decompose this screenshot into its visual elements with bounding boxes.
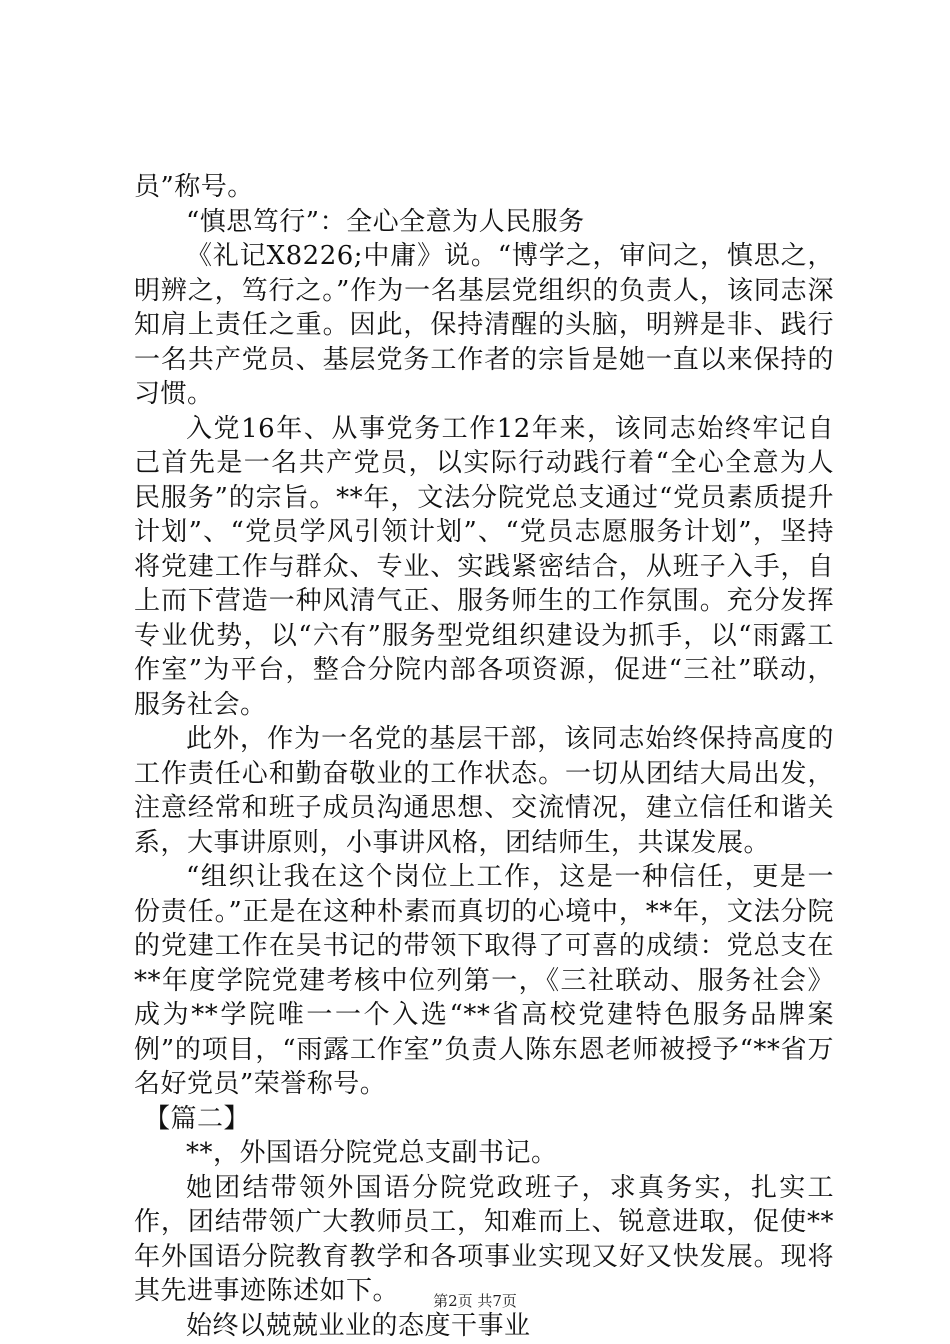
section-heading-shensi-duxing: “慎思笃行”：全心全意为人民服务 [186, 206, 585, 237]
paragraph-team-leadership: 她团结带领外国语分院党政班子，求真务实，扎实工作，团结带领广大教师员工，知难而上、锐意进取，促使**年外国语分院教育教学和各项事业实现又好又快发展。现将其先进事迹陈述如下。 [134, 1172, 834, 1306]
paragraph-achievements: “组织让我在这个岗位上工作，这是一种信任，更是一份责任。”正是在这种朴素而真切的心境中，**年，文法分院的党建工作在吴书记的带领下取得了可喜的成绩：党总支在**年度学院党建考核中位列第一，《三社联动、服务社会》成为**学院唯一一个入选“**省高校党建特色服务品牌案例”的项目，“雨露工作室”负责人陈东恩老师被授予“**省万名好党员”荣誉称号。 [134, 862, 834, 1099]
paragraph-party-service: 入党16年、从事党务工作12年来，该同志始终牢记自己首先是一名共产党员，以实际行动践行着“全心全意为人民服务”的宗旨。**年，文法分院党总支通过“党员素质提升计划”、“党员学风引领计划”、“党员志愿服务计划”，坚持将党建工作与群众、专业、实践紧密结合，从班子入手，自上而下营造一种风清气正、服务师生的工作氛围。充分发挥专业优势，以“六有”服务型党组织建设为抓手，以“雨露工作室”为平台，整合分院内部各项资源，促进“三社”联动，服务社会。 [134, 413, 834, 720]
section-heading-dedication: 始终以兢兢业业的态度干事业 [186, 1310, 531, 1341]
document-body [134, 170, 834, 1343]
paragraph-responsibility: 此外，作为一名党的基层干部，该同志始终保持高度的工作责任心和勤奋敬业的工作状态。一切从团结大局出发，注意经常和班子成员沟通思想、交流情况，建立信任和谐关系，大事讲原则，小事讲风格，团结师生，共谋发展。 [134, 724, 834, 858]
section-marker-part-two: 【篇二】 [144, 1103, 251, 1134]
paragraph-1: 员”称号。 [134, 172, 254, 202]
paragraph-deputy-secretary: **，外国语分院党总支副书记。 [186, 1138, 558, 1168]
paragraph-liji-quote: 《礼记X8226;中庸》说。“博学之，审问之，慎思之，明辨之，笃行之。”作为一名基层党组织的负责人，该同志深知肩上责任之重。因此，保持清醒的头脑，明辨是非、践行一名共产党员、基层党务工作者的宗旨是她一直以来保持的习惯。 [134, 241, 834, 409]
page-number-footer: 第2页 共7页 [433, 1292, 517, 1310]
